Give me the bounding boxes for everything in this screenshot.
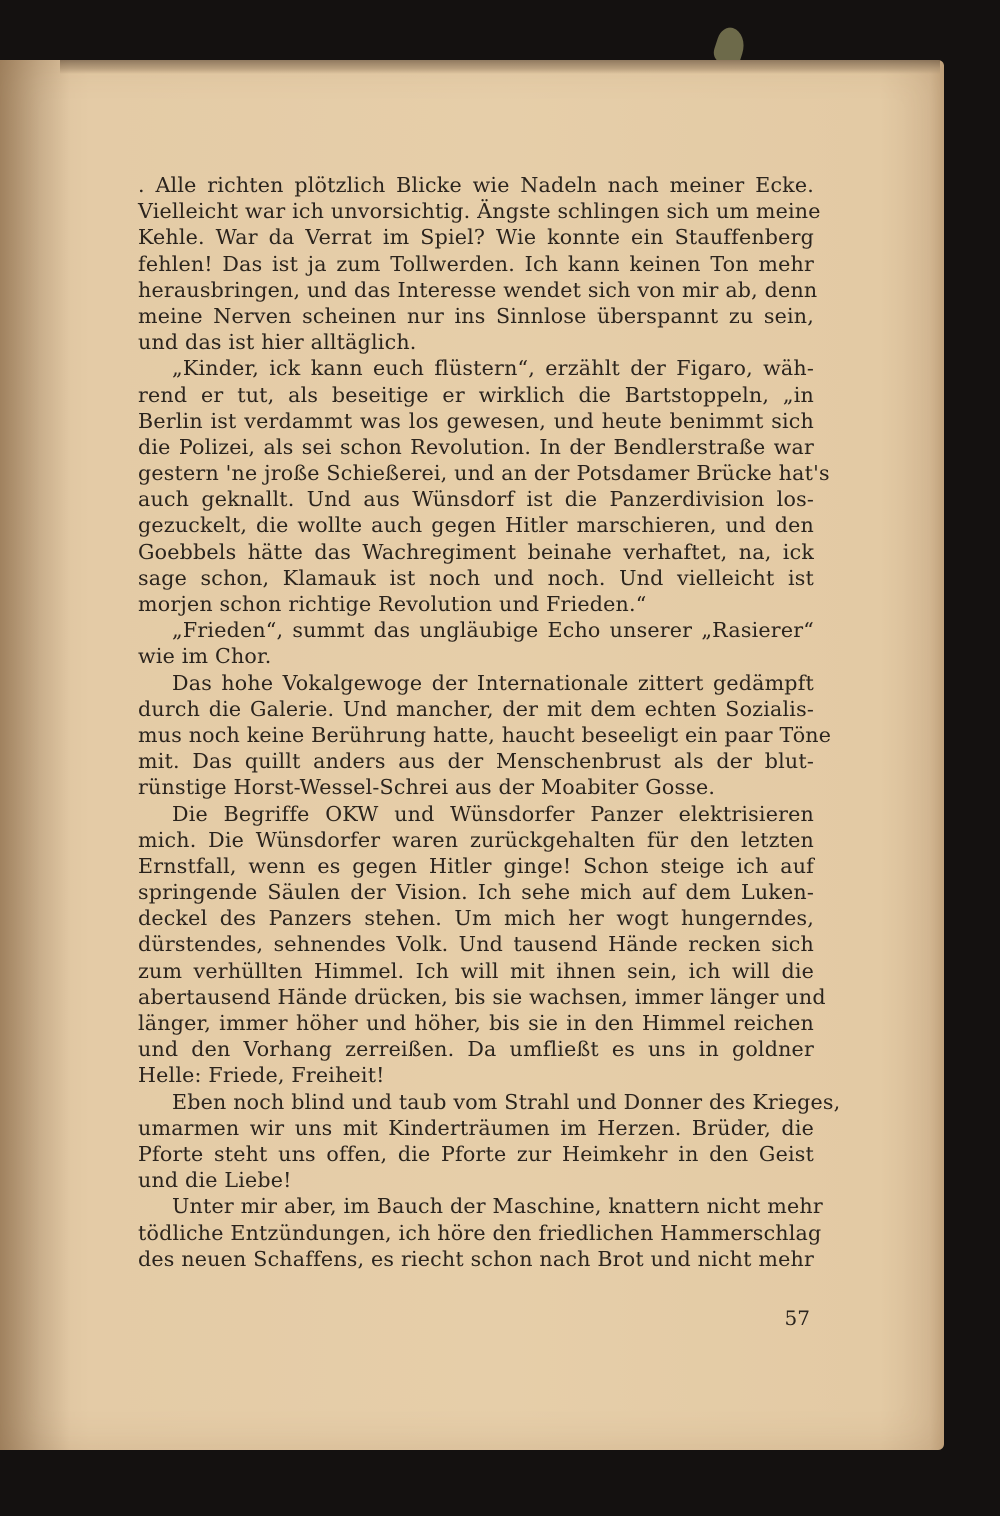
text-line: Eben noch blind und taub vom Strahl und Donner des Krieges, bbox=[172, 1089, 841, 1114]
text-line: „Frieden“, summt das ungläubige Echo unserer „Rasierer“ bbox=[172, 618, 814, 643]
text-line: . Alle richten plötzlich Blicke wie Nadeln nach meiner Ecke. bbox=[138, 173, 814, 197]
text-line: länger, immer höher und höher, bis sie in den Himmel reichen bbox=[138, 1011, 814, 1035]
text-line: Kehle. War da Verrat im Spiel? Wie konnte ein Stauffenberg bbox=[138, 225, 814, 250]
text-line: Pforte steht uns offen, die Pforte zur Heimkehr in den Geist bbox=[138, 1141, 814, 1166]
text-line: deckel des Panzers stehen. Um mich her wogt hungerndes, bbox=[138, 906, 814, 931]
text-line: des neuen Schaffens, es riecht schon nach Brot und nicht mehr bbox=[138, 1246, 814, 1271]
text-line: zum verhüllten Himmel. Ich will mit ihnen sein, ich will die bbox=[138, 958, 814, 983]
text-line: rend er tut, als beseitige er wirklich die Bartstoppeln, „in bbox=[138, 382, 814, 407]
text-line: rünstige Horst-Wessel-Schrei aus der Moabiter Gosse. bbox=[138, 775, 716, 800]
text-line: Berlin ist verdammt was los gewesen, und heute benimmt sich bbox=[138, 408, 814, 433]
page-number: 57 bbox=[784, 1306, 810, 1330]
text-line: springende Säulen der Vision. Ich sehe mich auf dem Luken- bbox=[138, 880, 814, 905]
text-line: die Polizei, als sei schon Revolution. In der Bendlerstraße war bbox=[138, 434, 814, 459]
text-line: mit. Das quillt anders aus der Menschenbrust als der blut- bbox=[138, 749, 814, 774]
text-line: abertausend Hände drücken, bis sie wachsen, immer länger und bbox=[138, 984, 826, 1009]
text-line: umarmen wir uns mit Kinderträumen im Herzen. Brüder, die bbox=[138, 1115, 814, 1140]
text-line: Das hohe Vokalgewoge der Internationale zittert gedämpft bbox=[172, 670, 814, 695]
text-line: Die Begriffe OKW und Wünsdorfer Panzer elektrisieren bbox=[172, 801, 814, 826]
text-line: morjen schon richtige Revolution und Frieden.“ bbox=[138, 592, 647, 616]
text-line: sage schon, Klamauk ist noch und noch. Und vielleicht ist bbox=[138, 565, 814, 590]
text-line: dürstendes, sehnendes Volk. Und tausend Hände recken sich bbox=[138, 932, 814, 957]
text-line: auch geknallt. Und aus Wünsdorf ist die Panzerdivision los- bbox=[138, 487, 814, 512]
text-line: Unter mir aber, im Bauch der Maschine, knattern nicht mehr bbox=[172, 1194, 823, 1219]
body-text bbox=[138, 172, 841, 1272]
text-line: tödliche Entzündungen, ich höre den friedlichen Hammerschlag bbox=[138, 1220, 822, 1245]
text-line: Ernstfall, wenn es gegen Hitler ginge! Schon steige ich auf bbox=[138, 853, 814, 878]
text-line: fehlen! Das ist ja zum Tollwerden. Ich kann keinen Ton mehr bbox=[138, 251, 814, 276]
text-line: Helle: Friede, Freiheit! bbox=[138, 1063, 385, 1088]
text-line: Goebbels hätte das Wachregiment beinahe verhaftet, na, ick bbox=[138, 539, 814, 564]
text-line: und die Liebe! bbox=[138, 1168, 292, 1193]
text-line: und das ist hier alltäglich. bbox=[138, 330, 417, 355]
text-line: „Kinder, ick kann euch flüstern“, erzählt der Figaro, wäh- bbox=[172, 356, 814, 381]
text-line: mich. Die Wünsdorfer waren zurückgehalten für den letzten bbox=[138, 827, 814, 852]
text-line: gestern 'ne jroße Schießerei, und an der Potsdamer Brücke hat's bbox=[138, 461, 830, 486]
text-line: gezuckelt, die wollte auch gegen Hitler marschieren, und den bbox=[138, 513, 814, 538]
text-line: durch die Galerie. Und mancher, der mit dem echten Sozialis- bbox=[138, 696, 814, 721]
text-line: wie im Chor. bbox=[138, 644, 272, 669]
text-line: Vielleicht war ich unvorsichtig. Ängste schlingen sich um meine bbox=[138, 199, 821, 224]
page-top-edge bbox=[60, 60, 940, 74]
gutter-shadow bbox=[0, 60, 70, 1450]
text-line: meine Nerven scheinen nur ins Sinnlose überspannt zu sein, bbox=[138, 303, 814, 328]
text-line: mus noch keine Berührung hatte, haucht beseeligt ein paar Töne bbox=[138, 722, 832, 747]
text-line: und den Vorhang zerreißen. Da umfließt es uns in goldner bbox=[138, 1037, 814, 1062]
text-line: herausbringen, und das Interesse wendet sich von mir ab, denn bbox=[138, 277, 818, 302]
